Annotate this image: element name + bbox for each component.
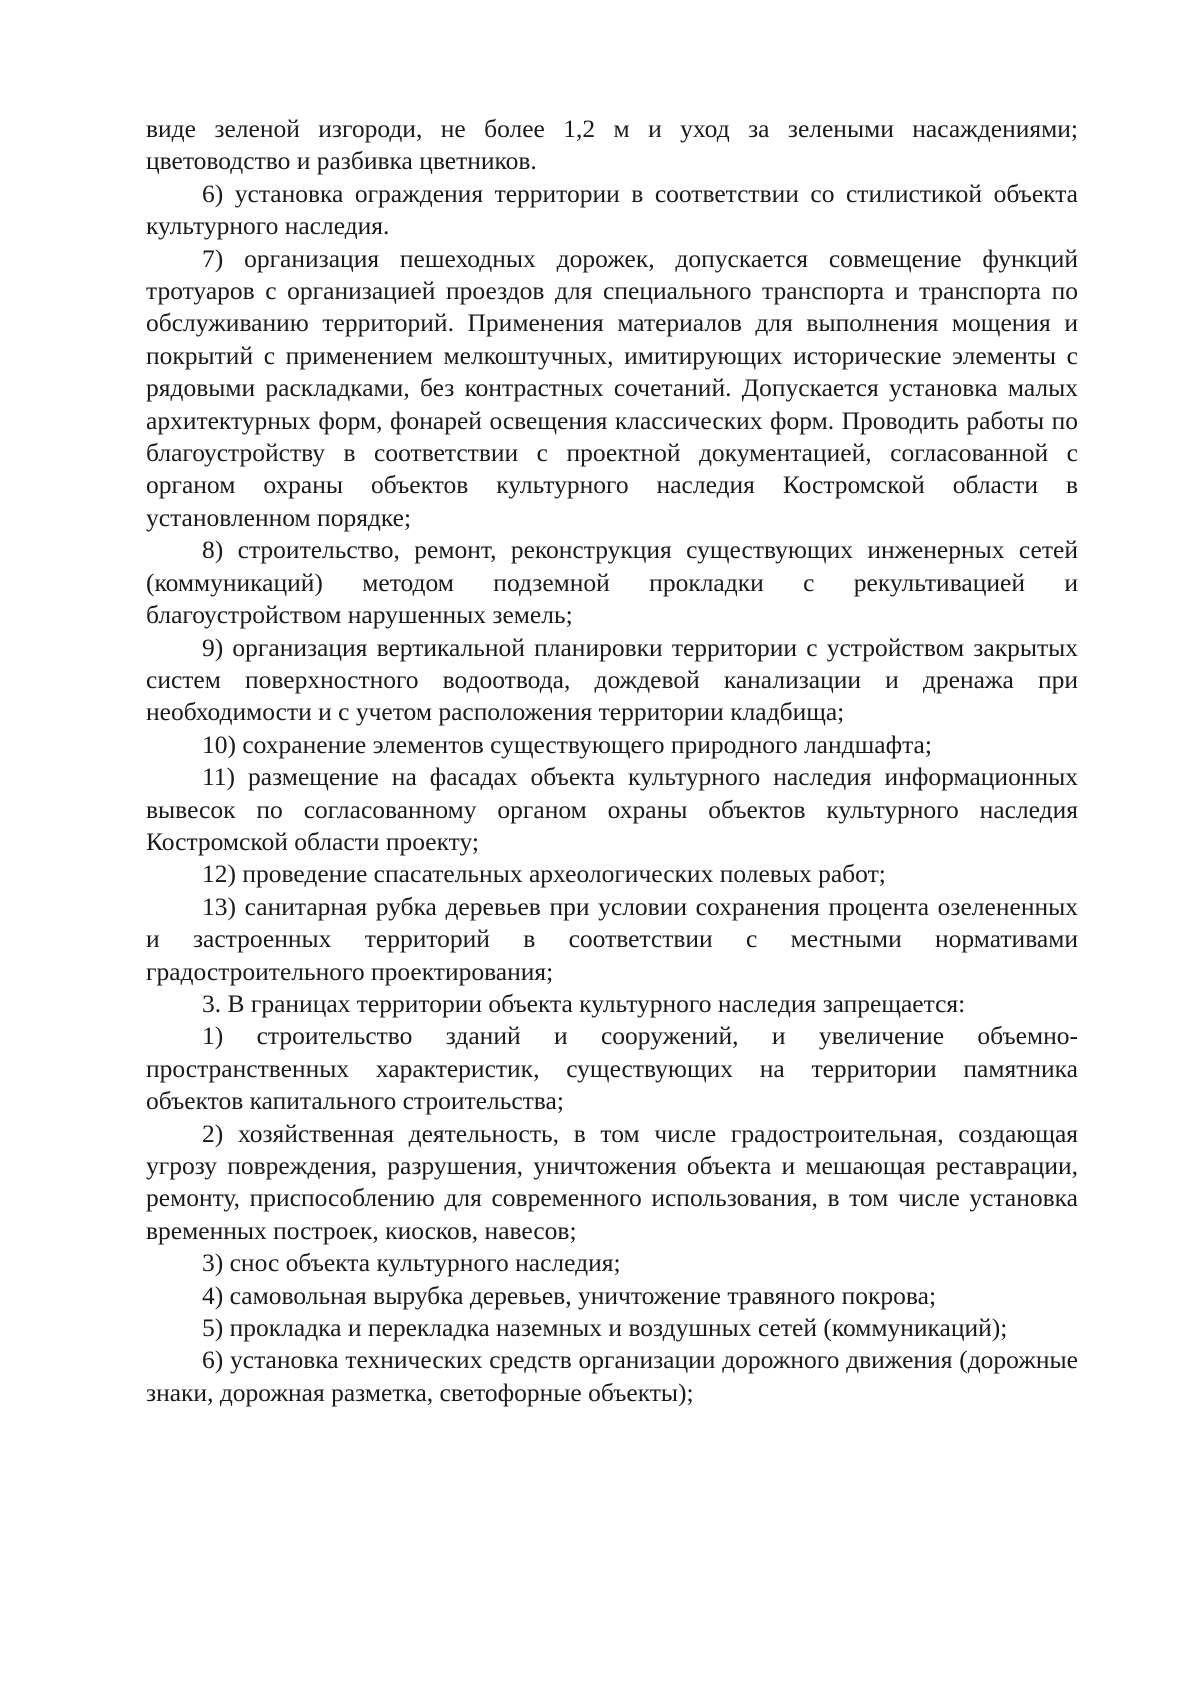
paragraph-item-12-archaeology: 12) проведение спасательных археологических полевых работ; [202, 859, 886, 889]
paragraph-continuation: виде зеленой изгороди, не более 1,2 м и уход за зелеными насаждениями; цветоводство и разбивка цветников. [146, 114, 1078, 176]
paragraph-item-13-felling: 13) санитарная рубка деревьев при условии сохранения процента озелененных и застроенных территорий в соответствии с местными нормативами градостроительного проектирования; [146, 891, 1078, 986]
section-3-heading: 3. В границах территории объекта культурного наследия запрещается: [202, 988, 966, 1018]
paragraph-ban-4-felling: 4) самовольная вырубка деревьев, уничтожение травяного покрова; [202, 1280, 937, 1310]
paragraph-item-6-fence: 6) установка ограждения территории в соответствии со стилистикой объекта культурного наследия. [146, 178, 1078, 241]
paragraph-ban-1-construction: 1) строительство зданий и сооружений, и увеличение объемно-пространственных характеристик, существующих на территории памятника объектов капитального строительства; [146, 1021, 1078, 1116]
paragraph-ban-2-economic: 2) хозяйственная деятельность, в том числе градостроительная, создающая угрозу повреждения, разрушения, уничтожения объекта и мешающая реставрации, ремонту, приспособлению для современного использования, в том числе установка временных построек, киосков, навесов; [146, 1118, 1078, 1245]
paragraph-ban-6-traffic: 6) установка технических средств организации дорожного движения (дорожные знаки, дорожная разметка, светофорные объекты); [146, 1345, 1078, 1407]
paragraph-item-10-landscape: 10) сохранение элементов существующего природного ландшафта; [202, 729, 932, 759]
paragraph-item-7-paths: 7) организация пешеходных дорожек, допускается совмещение функций тротуаров с организацией проездов для специального транспорта и транспорта по обслуживанию территорий. Применения материалов для выполнения мощения и покрытий с применением мелкоштучных, имитирующих исторические элементы с рядовыми раскладками, без контрастных сочетаний. Допускается установка малых архитектурных форм, фонарей освещения классических форм. Проводить работы по благоустройству в соответствии с проектной документацией, согласованной с органом охраны объектов культурного наследия Костромской области в установленном порядке; [146, 243, 1078, 532]
paragraph-ban-5-networks: 5) прокладка и перекладка наземных и воздушных сетей (коммуникаций); [202, 1313, 1008, 1343]
paragraph-item-9-planning: 9) организация вертикальной планировки территории с устройством закрытых систем поверхностного водоотвода, дождевой канализации и дренажа при необходимости и с учетом расположения территории кладбища; [146, 632, 1078, 727]
paragraph-item-11-signs: 11) размещение на фасадах объекта культурного наследия информационных вывесок по согласованному органом охраны объектов культурного наследия Костромской области проекту; [146, 762, 1078, 856]
paragraph-ban-3-demolition: 3) снос объекта культурного наследия; [202, 1248, 621, 1278]
document-body [146, 113, 1078, 1409]
paragraph-item-8-networks: 8) строительство, ремонт, реконструкция существующих инженерных сетей (коммуникаций) методом подземной прокладки с рекультивацией и благоустройством нарушенных земель; [146, 535, 1078, 630]
